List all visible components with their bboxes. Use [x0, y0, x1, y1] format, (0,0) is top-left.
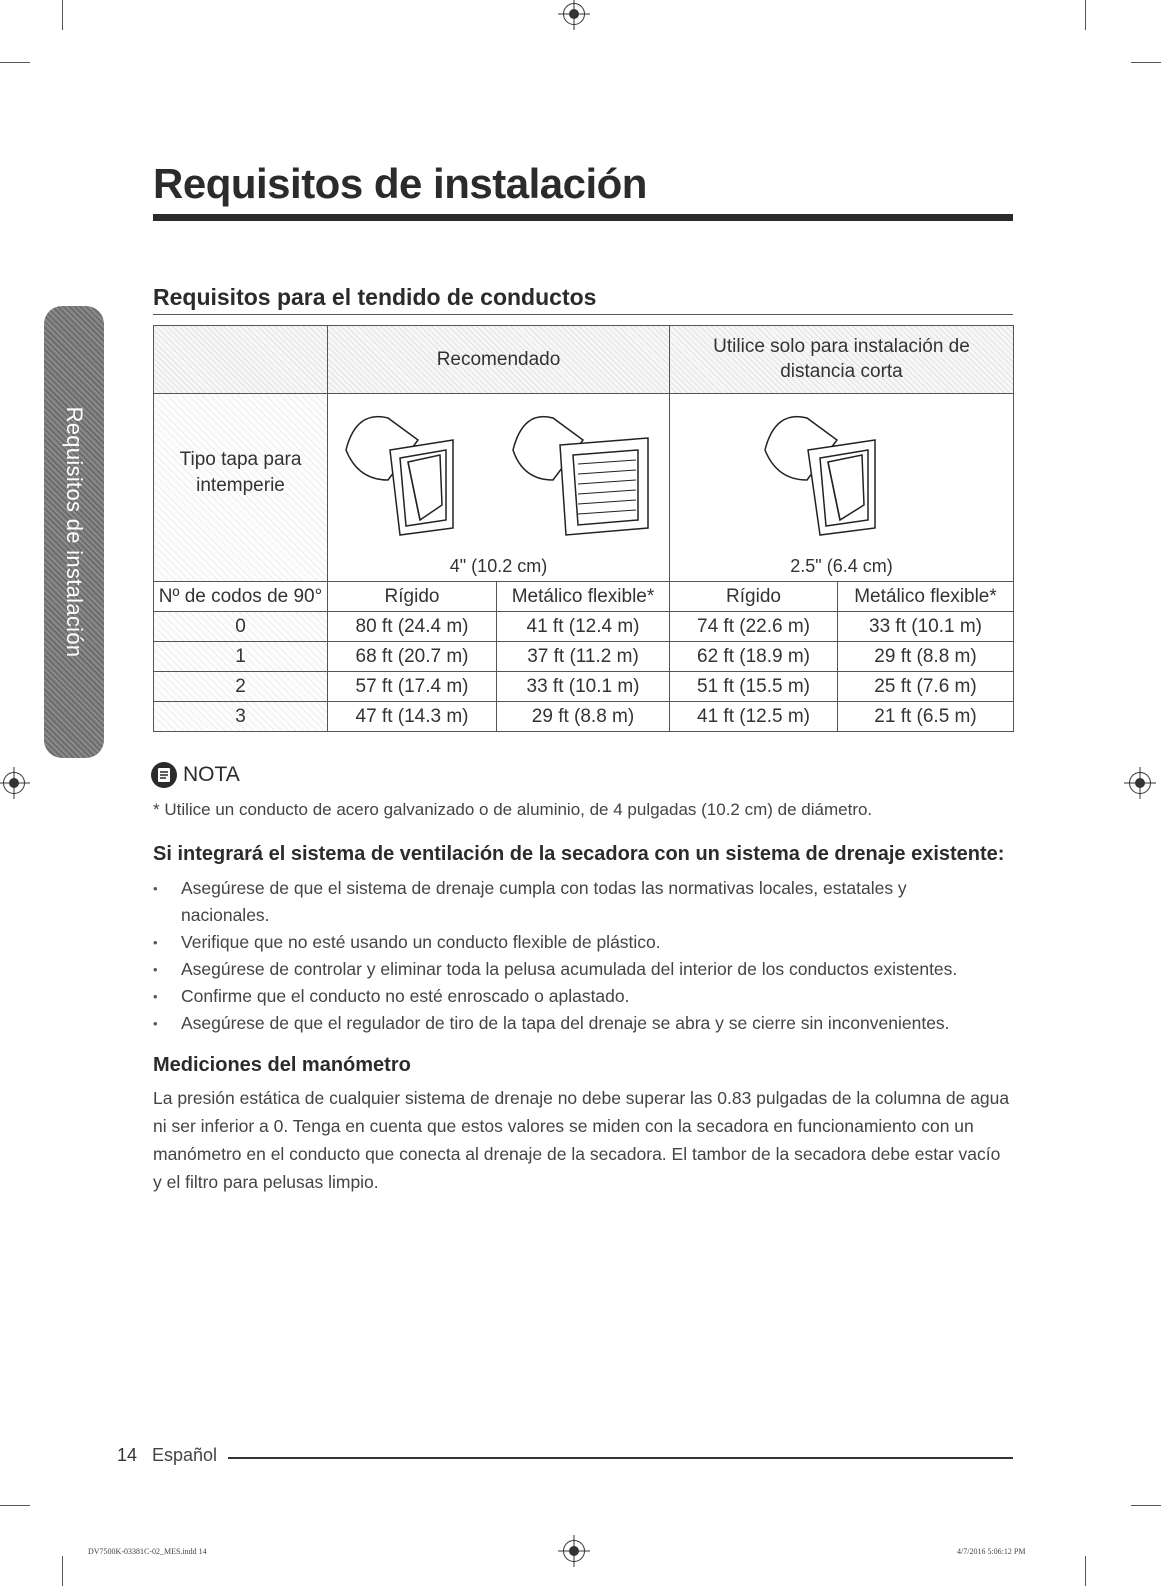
- list-item: • Verifique que no esté usando un conducto flexible de plástico.: [153, 929, 1023, 956]
- registration-mark-icon: [563, 1540, 585, 1562]
- tipo-label-line2: intemperie: [196, 474, 285, 496]
- table-cell: 33 ft (10.1 m): [838, 612, 1014, 642]
- table-row: [154, 702, 1014, 732]
- elbow-count: 1: [154, 642, 328, 672]
- elbow-count: 2: [154, 672, 328, 702]
- header-recommended: Recomendado: [328, 326, 670, 394]
- crop-mark: [0, 1505, 30, 1506]
- table-cell: 29 ft (8.8 m): [497, 702, 670, 732]
- elbow-count: 0: [154, 612, 328, 642]
- table-row: [154, 612, 1014, 642]
- crop-mark: [1131, 1505, 1161, 1506]
- table-row: [154, 642, 1014, 672]
- crop-mark: [1085, 0, 1086, 30]
- size-short: 2.5" (6.4 cm): [790, 556, 893, 576]
- table-cell: 41 ft (12.4 m): [497, 612, 670, 642]
- table-cell: 21 ft (6.5 m): [838, 702, 1014, 732]
- side-tab-label: Requisitos de instalación: [62, 406, 87, 658]
- table-corner-cell: [154, 326, 328, 394]
- table-cell: 80 ft (24.4 m): [328, 612, 497, 642]
- note-heading: [151, 762, 240, 788]
- header-short-distance: [670, 326, 1014, 394]
- tipo-label-line1: Tipo tapa para: [179, 448, 302, 470]
- section-rule: [153, 314, 1013, 315]
- list-item: • Asegúrese de que el regulador de tiro de la tapa del drenaje se abra y se cierre sin inconvenientes.: [153, 1010, 1023, 1037]
- table-cell: 37 ft (11.2 m): [497, 642, 670, 672]
- registration-mark-icon: [563, 3, 585, 25]
- vent-hood-illustrations: [328, 400, 668, 550]
- crop-mark: [1085, 1556, 1086, 1586]
- crop-mark: [0, 62, 30, 63]
- recommended-hoods-cell: [328, 394, 670, 582]
- manometer-text: La presión estática de cualquier sistema de drenaje no debe superar las 0.83 pulgadas de la columna de agua ni ser inferior a 0. Tenga en cuenta que estos valores se miden con la secadora en funcionamiento con un manómetro en el conducto que conecta al drenaje de la secadora. El tambor de la secadora debe estar vacío y el filtro para pelusas limpio.: [153, 1088, 1010, 1192]
- list-item: • Confirme que el conducto no esté enroscado o aplastado.: [153, 983, 1023, 1010]
- crop-mark: [1131, 62, 1161, 63]
- registration-mark-icon: [1129, 772, 1151, 794]
- footer-language: Español: [152, 1445, 218, 1465]
- footer-rule: [228, 1457, 1013, 1459]
- drain-checklist: [153, 875, 1023, 1037]
- col-codos: Nº de codos de 90°: [154, 582, 328, 612]
- tipo-label-cell: [154, 394, 328, 582]
- table-cell: 41 ft (12.5 m): [670, 702, 838, 732]
- table-cell: 25 ft (7.6 m): [838, 672, 1014, 702]
- manometer-title: Mediciones del manómetro: [153, 1054, 411, 1076]
- table-cell: 33 ft (10.1 m): [497, 672, 670, 702]
- section-title: Requisitos para el tendido de conductos: [153, 284, 597, 310]
- vent-hood-illustration: [670, 400, 1014, 550]
- short-distance-hood-cell: [670, 394, 1014, 582]
- note-icon: [151, 762, 177, 788]
- col-flexible: Metálico flexible*: [497, 582, 670, 612]
- elbow-count: 3: [154, 702, 328, 732]
- table-cell: 47 ft (14.3 m): [328, 702, 497, 732]
- list-item: • Asegúrese de que el sistema de drenaje cumpla con todas las normativas locales, estatales y nacionales.: [153, 875, 953, 929]
- list-item: • Asegúrese de controlar y eliminar toda la pelusa acumulada del interior de los conductos existentes.: [153, 956, 1023, 983]
- col-rigido: Rígido: [670, 582, 838, 612]
- table-cell: 68 ft (20.7 m): [328, 642, 497, 672]
- crop-mark: [62, 1556, 63, 1586]
- col-rigido: Rígido: [328, 582, 497, 612]
- vent-hood-icon: [346, 417, 453, 535]
- table-column-header-row: [154, 582, 1014, 612]
- table-cell: 62 ft (18.9 m): [670, 642, 838, 672]
- page-number: 14: [117, 1445, 138, 1465]
- header-short-distance-text: Utilice solo para instalación de distancia corta: [713, 335, 970, 382]
- page-title: Requisitos de instalación: [153, 160, 647, 207]
- vent-hood-icon: [513, 417, 648, 535]
- print-slug-file: DV7500K-03381C-02_MES.indd 14: [88, 1547, 207, 1556]
- drain-section-title: Si integrará el sistema de ventilación de la secadora con un sistema de drenaje existente:: [153, 843, 1005, 865]
- vent-hood-row: [154, 394, 1014, 582]
- size-recommended: 4" (10.2 cm): [449, 556, 548, 576]
- table-cell: 57 ft (17.4 m): [328, 672, 497, 702]
- note-label: NOTA: [183, 763, 240, 786]
- table-cell: 74 ft (22.6 m): [670, 612, 838, 642]
- table-cell: 51 ft (15.5 m): [670, 672, 838, 702]
- title-rule: [153, 214, 1013, 221]
- table-row: [154, 672, 1014, 702]
- note-text: * Utilice un conducto de acero galvanizado o de aluminio, de 4 pulgadas (10.2 cm) de diámetro.: [153, 800, 873, 819]
- duct-requirements-table: [153, 325, 1014, 732]
- table-cell: 29 ft (8.8 m): [838, 642, 1014, 672]
- crop-mark: [62, 0, 63, 30]
- col-flexible: Metálico flexible*: [838, 582, 1014, 612]
- vent-hood-icon: [765, 417, 875, 535]
- registration-mark-icon: [3, 772, 25, 794]
- print-slug-date: 4/7/2016 5:06:12 PM: [957, 1547, 1026, 1556]
- table-header-row: [154, 326, 1014, 394]
